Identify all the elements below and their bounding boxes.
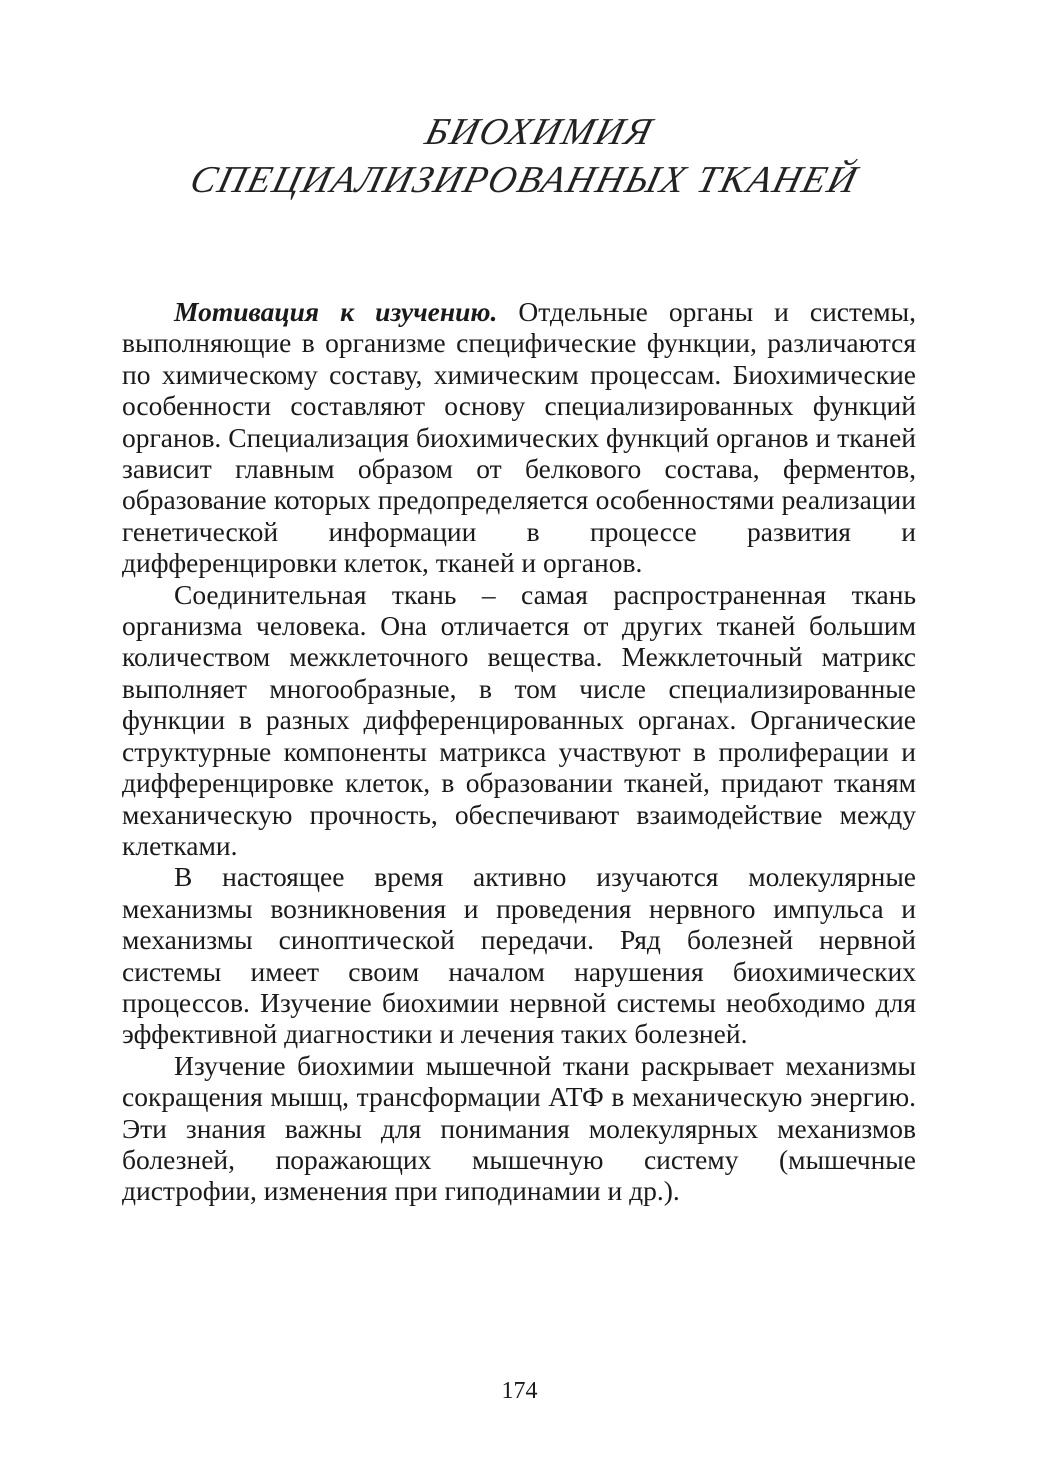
paragraph-connective-tissue: Соединительная ткань – самая распространенная ткань организма человека. Она отличается от других тканей большим количеством межклеточного вещества. Межклеточный матрикс выполняет многообразные, в том числе специализированные функции в разных дифференцированных органах. Органические структурные компоненты матрикса участвуют в пролиферации и дифференцировке клеток, в образовании тканей, придают тканям механическую прочность, обеспечивают взаимодействие между клетками.	[122, 578, 916, 861]
paragraph-lead-heading: Мотивация к изучению.	[174, 296, 498, 327]
paragraph-motivation	[122, 296, 916, 579]
chapter-title	[0, 108, 1039, 204]
paragraph-motivation-text: Отдельные органы и системы, выполняющие в организме специфические функции, различаются по химическому составу, химическим процессам. Биохимические особенности составляют основу специализированных функций органов. Специализация биохимических функций органов и тканей зависит главным образом от белкового состава, ферментов, образование которых предопределяется особенностями реализации генетической информации в процессе развития и дифференцировки клеток, тканей и органов.	[122, 296, 916, 579]
paragraph-nervous-system: В настоящее время активно изучаются молекулярные механизмы возникновения и проведения нервного импульса и механизмы синоптической передачи. Ряд болезней нервной системы имеет своим началом нарушения биохимических процессов. Изучение биохимии нервной системы необходимо для эффективной диагностики и лечения таких болезней.	[122, 861, 916, 1050]
paragraph-muscle-tissue: Изучение биохимии мышечной ткани раскрывает механизмы сокращения мышц, трансформации АТФ в механическую энергию. Эти знания важны для понимания молекулярных механизмов болезней, поражающих мышечную систему (мышечные дистрофии, изменения при гиподинамии и др.).	[122, 1049, 916, 1207]
chapter-title-line-2: СПЕЦИАЛИЗИРОВАННЫХ ТКАНЕЙ	[186, 159, 863, 201]
page-number: 174	[501, 1378, 538, 1404]
chapter-title-line-1: БИОХИМИЯ	[421, 111, 658, 153]
body-text	[122, 296, 916, 1207]
